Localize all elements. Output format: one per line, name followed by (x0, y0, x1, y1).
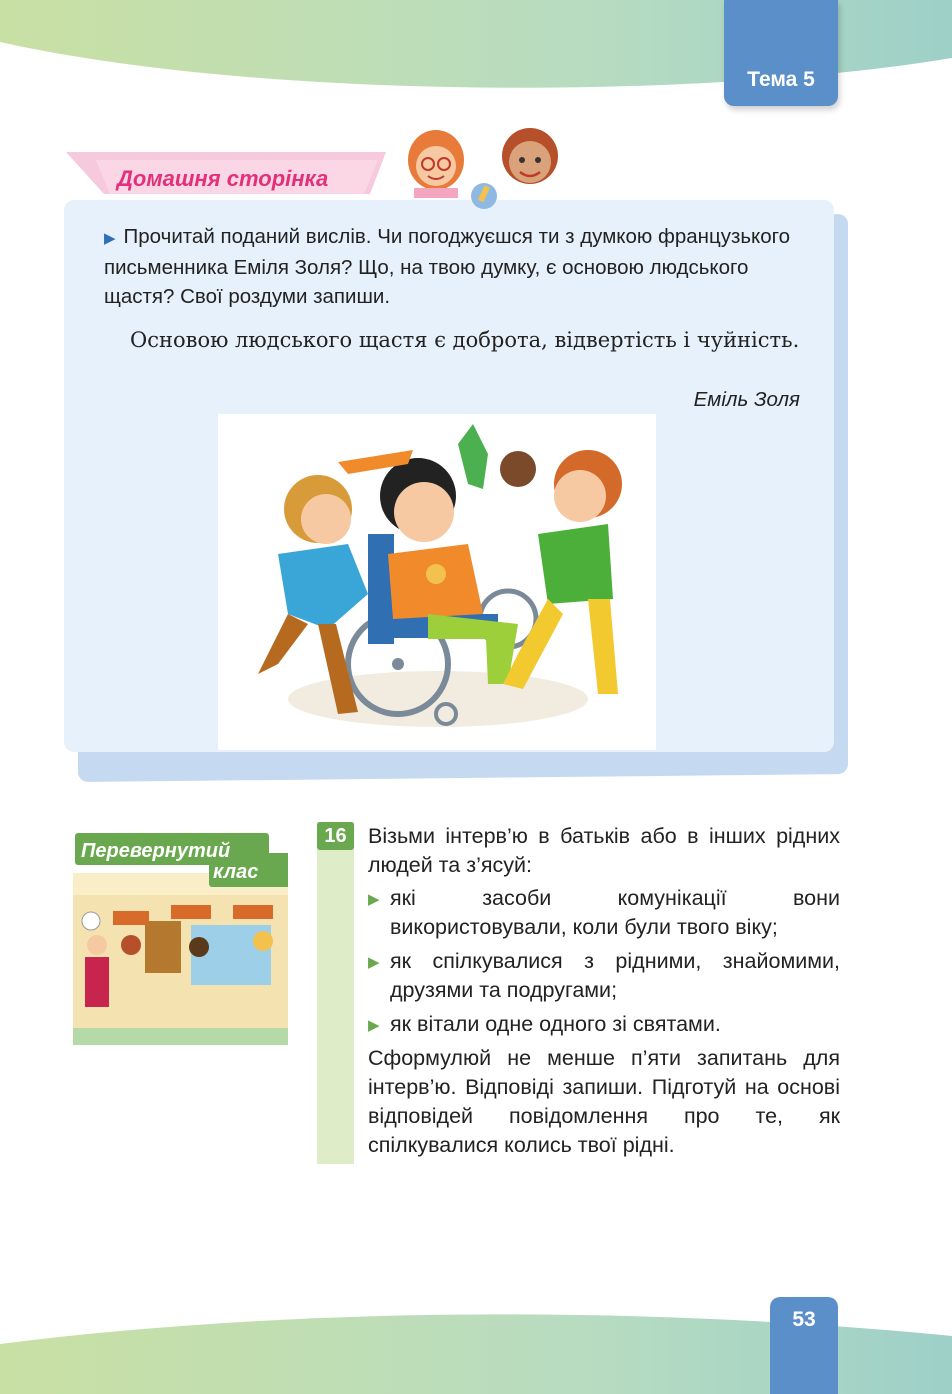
list-item (368, 1010, 840, 1039)
task-item-text: як вітали одне одного зі святами. (390, 1012, 721, 1036)
theme-label: Тема 5 (747, 68, 815, 91)
bullet-triangle-icon: ▶ (368, 954, 380, 971)
home-instruction (104, 222, 800, 311)
bullet-triangle-icon: ▶ (368, 1017, 380, 1034)
kids-mascots-icon (400, 126, 570, 212)
task-intro: Візьми інтерв’ю в батьків або в інших рідних людей та з’ясуй: (368, 824, 840, 877)
task-item-text: які засоби комунікації вони використовували, коли були твого віку; (390, 886, 840, 939)
task-number-badge: 16 (317, 822, 354, 850)
task-item-text: як спілкувалися з рідними, знайомими, друзями та подругами; (390, 949, 840, 1002)
bullet-triangle-icon: ▶ (104, 230, 116, 247)
flipped-class-subtitle: клас (213, 861, 259, 883)
quote-text: Основою людського щастя є доброта, відвертість і чуйність. (130, 328, 800, 352)
quote-author: Еміль Золя (693, 388, 800, 411)
task-side-strip (317, 822, 354, 1164)
task-body (368, 822, 840, 1160)
home-page-title: Домашня сторінка (117, 166, 329, 191)
bullet-triangle-icon: ▶ (368, 891, 380, 908)
task-list (368, 884, 840, 1039)
instruction-text: Прочитай поданий вислів. Чи погоджуєшся ти з думкою французького письменника Еміля Золя? Що, на твою думку, є основою людського щастя? Свої роздуми запиши. (104, 225, 791, 308)
list-item (368, 947, 840, 1005)
kids-wheelchair-illustration (218, 414, 656, 750)
page-number: 53 (792, 1308, 816, 1331)
flipped-class-illustration (73, 833, 288, 1045)
list-item (368, 884, 840, 942)
flipped-class-title: Перевернутий (81, 840, 231, 862)
task-conclusion: Сформулюй не менше п’яти запитань для інтерв’ю. Відповіді запиши. Підготуй на основі відповідей повідомлення про те, як спілкувалися колись твої рідні. (368, 1046, 840, 1157)
